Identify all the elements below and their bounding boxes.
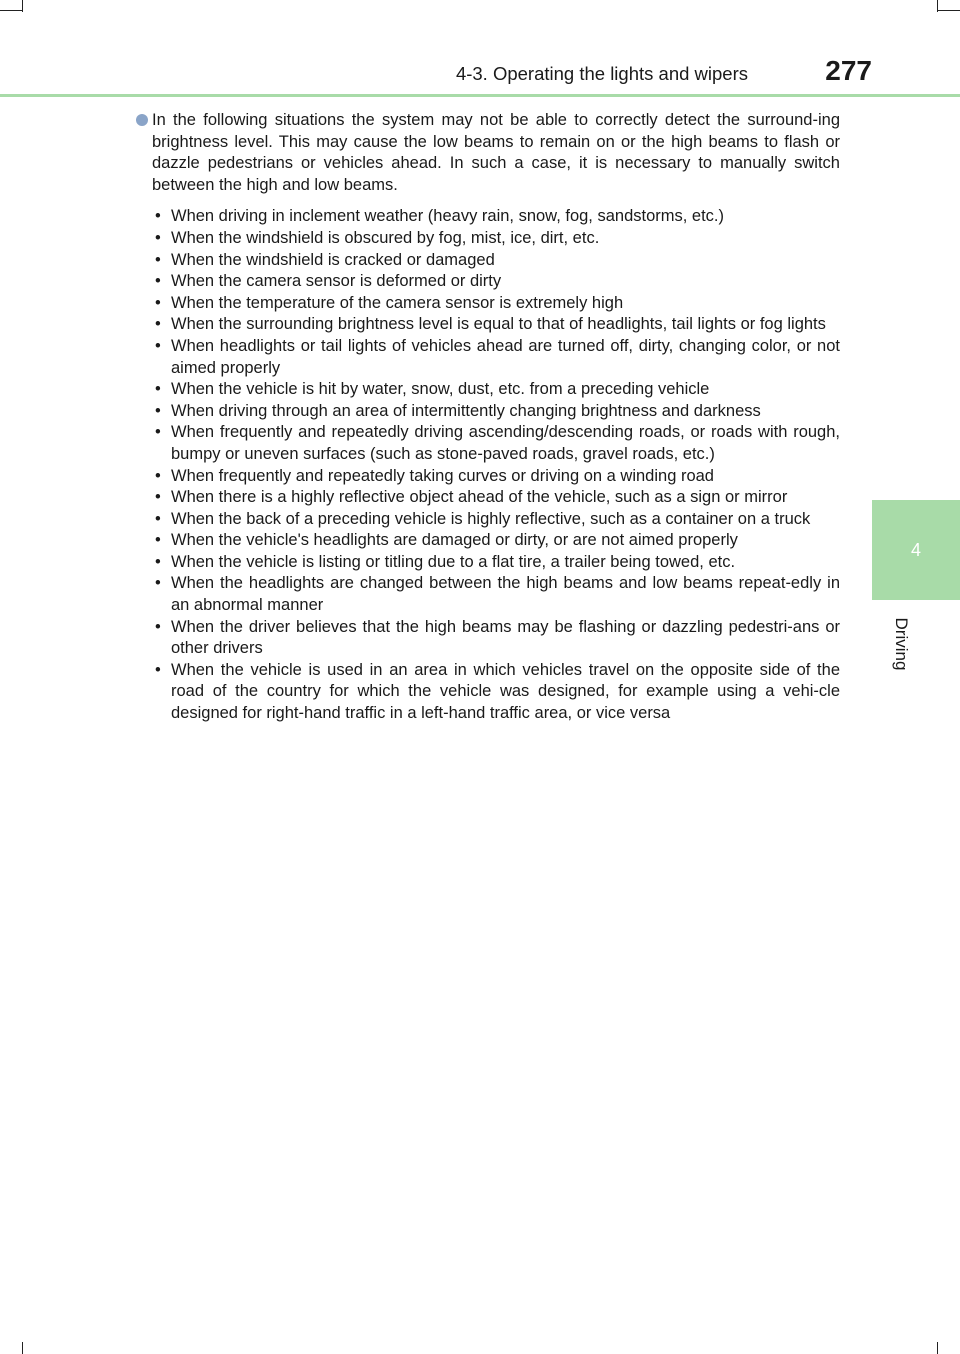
list-item-text: When the temperature of the camera sensor is extremely high (171, 293, 624, 312)
section-title: 4-3. Operating the lights and wipers (455, 63, 748, 84)
crop-mark (937, 1342, 938, 1354)
filled-circle-bullet-icon (136, 114, 148, 126)
header-rule (0, 94, 960, 97)
list-item (153, 552, 840, 574)
page-number: 277 (825, 55, 872, 86)
list-item (153, 422, 840, 465)
list-item-text: When the vehicle is used in an area in which vehicles travel on the opposite side of the road of the country for which the vehicle was designed, for example using a vehi-cle designed for right-hand traffic in a left-hand traffic area, or vice versa (171, 660, 840, 723)
bullet-dot-icon: • (155, 488, 161, 507)
list-item (153, 250, 840, 272)
crop-mark (938, 10, 960, 11)
bullet-dot-icon: • (155, 228, 161, 247)
list-item-text: When the driver believes that the high beams may be flashing or dazzling pedestri-ans or other drivers (171, 617, 840, 658)
list-item-text: When the vehicle is hit by water, snow, dust, etc. from a preceding vehicle (171, 380, 710, 399)
list-item-text: When driving through an area of intermittently changing brightness and darkness (171, 401, 761, 420)
intro-paragraph (135, 110, 840, 196)
list-item (153, 293, 840, 315)
bullet-dot-icon: • (155, 207, 161, 226)
list-item-text: When the windshield is obscured by fog, mist, ice, dirt, etc. (171, 228, 600, 247)
chapter-label: Driving (892, 617, 911, 671)
list-item-text: When frequently and repeatedly taking curves or driving on a winding road (171, 466, 714, 485)
bullet-dot-icon: • (155, 509, 161, 528)
list-item-text: When the headlights are changed between the high beams and low beams repeat-edly in an abnormal manner (171, 574, 840, 615)
bullet-dot-icon: • (155, 250, 161, 269)
bullet-dot-icon: • (155, 272, 161, 291)
list-item (153, 314, 840, 336)
bullet-dot-icon: • (155, 423, 161, 442)
crop-mark (0, 10, 22, 11)
bullet-dot-icon: • (155, 660, 161, 679)
bullet-dot-icon: • (155, 466, 161, 485)
list-item-text: When there is a highly reflective object ahead of the vehicle, such as a sign or mirror (171, 488, 788, 507)
list-item (153, 530, 840, 552)
list-item-text: When the vehicle's headlights are damaged or dirty, or are not aimed properly (171, 531, 738, 550)
list-item (153, 660, 840, 725)
list-item (153, 617, 840, 660)
list-item (153, 487, 840, 509)
chapter-number: 4 (910, 540, 921, 560)
bullet-dot-icon: • (155, 552, 161, 571)
crop-mark (22, 0, 23, 12)
bullet-dot-icon: • (155, 401, 161, 420)
bullet-dot-icon: • (155, 617, 161, 636)
list-item-text: When headlights or tail lights of vehicles ahead are turned off, dirty, changing color, or not aimed properly (171, 336, 840, 377)
list-item-text: When driving in inclement weather (heavy rain, snow, fog, sandstorms, etc.) (171, 207, 724, 226)
list-item (153, 379, 840, 401)
list-item (153, 573, 840, 616)
list-item-text: When the back of a preceding vehicle is highly reflective, such as a container on a truck (171, 509, 811, 528)
bullet-dot-icon: • (155, 574, 161, 593)
list-item (153, 336, 840, 379)
chapter-label-box (879, 612, 923, 676)
list-item-text: When frequently and repeatedly driving ascending/descending roads, or roads with rough, bumpy or uneven surfaces (such as stone-paved roads, gravel roads, etc.) (171, 423, 840, 463)
list-item (153, 228, 840, 250)
list-item (153, 401, 840, 423)
bullet-dot-icon: • (155, 336, 161, 355)
chapter-tab (872, 500, 960, 600)
list-item (153, 509, 840, 531)
list-item-text: When the surrounding brightness level is equal to that of headlights, tail lights or fog lights (171, 315, 826, 334)
list-item-text: When the vehicle is listing or titling due to a flat tire, a trailer being towed, etc. (171, 552, 736, 571)
bullet-dot-icon: • (155, 531, 161, 550)
main-content (135, 110, 840, 725)
bullet-dot-icon: • (155, 315, 161, 334)
list-item (153, 466, 840, 488)
page-header (0, 52, 960, 96)
crop-mark (22, 1342, 23, 1354)
bullet-dot-icon: • (155, 380, 161, 399)
list-item-text: When the camera sensor is deformed or dirty (171, 272, 502, 291)
intro-text: In the following situations the system may not be able to correctly detect the surround-ing brightness level. This may cause the low beams to remain on or the high beams to flash or dazzle pedestrians or vehicles ahead. In such a case, it is necessary to manually switch between the high and low beams. (152, 111, 840, 194)
list-item (153, 206, 840, 228)
situation-list (135, 206, 840, 724)
list-item-text: When the windshield is cracked or damaged (171, 250, 495, 269)
list-item (153, 271, 840, 293)
bullet-dot-icon: • (155, 293, 161, 312)
